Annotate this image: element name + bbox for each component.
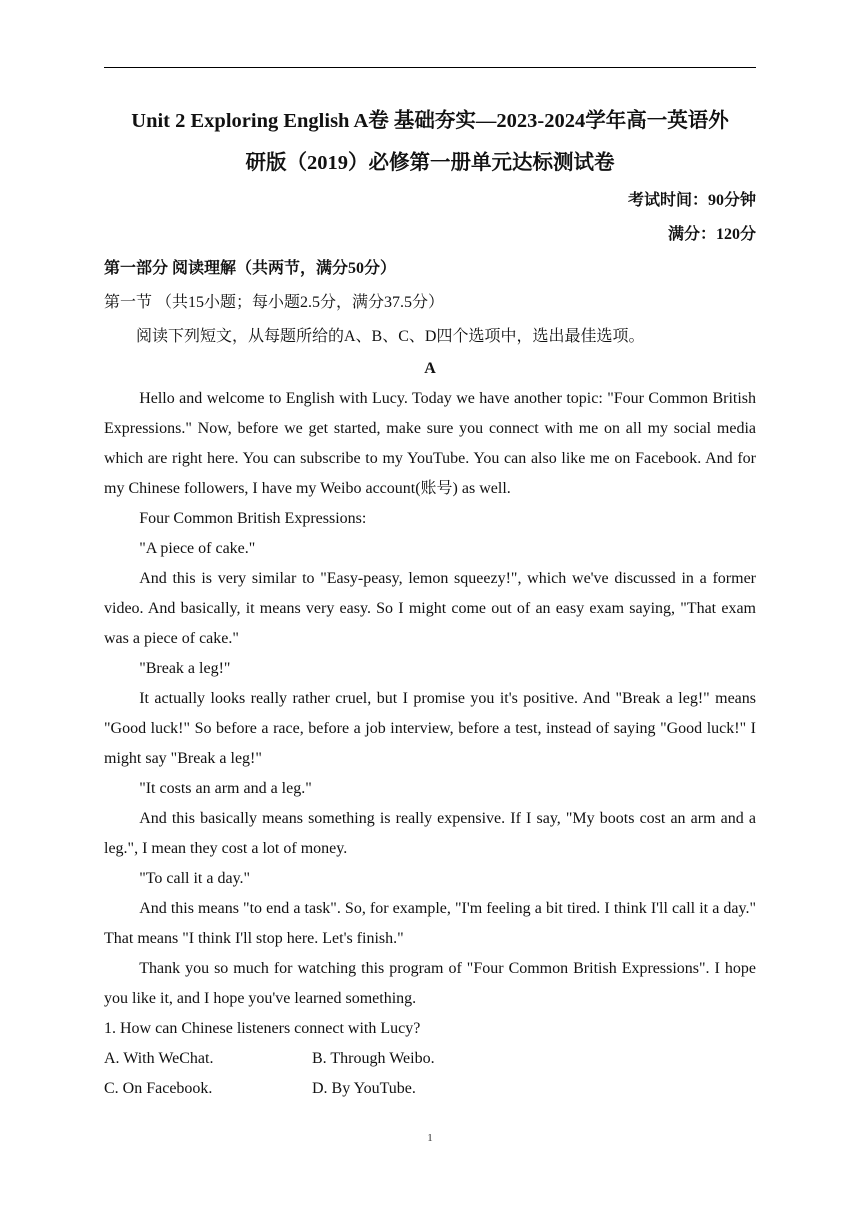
part-heading: 第一部分 阅读理解（共两节，满分50分） (104, 260, 397, 277)
option-d: D. By YouTube. (312, 1080, 416, 1097)
option-b: B. Through Weibo. (312, 1050, 435, 1067)
paragraph: "A piece of cake." (139, 540, 256, 557)
paragraph: And this means "to end a task". So, for example, "I'm feeling a bit tired. I think I'll call it a day." That means "I think I'll stop here. Let's finish." (104, 900, 756, 947)
paragraph: Four Common British Expressions: (139, 510, 367, 527)
question-1-stem: 1. How can Chinese listeners connect with Lucy? (104, 1020, 421, 1037)
paragraph: It actually looks really rather cruel, but I promise you it's positive. And "Break a leg!" means "Good luck!" So before a race, before a job interview, before a test, instead of saying "Good luck!" I might say "Break a leg!" (104, 690, 756, 767)
title-line-2: 研版（2019）必修第一册单元达标测试卷 (245, 152, 615, 174)
paragraph: Hello and welcome to English with Lucy. Today we have another topic: "Four Common British Expressions." Now, before we get started, make sure you connect with me on all my social media which are right here. You can subscribe to my YouTube. You can also like me on Facebook. And for my Chinese followers, I have my Weibo account(账号) as well. (104, 390, 756, 497)
paragraph: "To call it a day." (139, 870, 251, 887)
question-1-options (104, 1044, 756, 1104)
document-content (104, 100, 756, 1104)
document-title (104, 100, 756, 184)
passage-label: A (424, 360, 436, 377)
option-a: A. With WeChat. (104, 1050, 214, 1067)
paragraph: And this basically means something is really expensive. If I say, "My boots cost an arm and a leg.", I mean they cost a lot of money. (104, 810, 756, 857)
page-number: 1 (427, 1132, 433, 1144)
instruction-text: 阅读下列短文，从每题所给的A、B、C、D四个选项中，选出最佳选项。 (136, 328, 645, 345)
title-line-1: Unit 2 Exploring English A卷 基础夯实—2023-2024学年高一英语外 (131, 110, 729, 132)
full-score: 满分：120分 (667, 226, 756, 243)
paragraph: "Break a leg!" (139, 660, 231, 677)
paragraph: Thank you so much for watching this program of "Four Common British Expressions". I hope you like it, and I hope you've learned something. (104, 960, 756, 1007)
header-rule (104, 67, 756, 68)
paragraph: And this is very similar to "Easy-peasy, lemon squeezy!", which we've discussed in a former video. And basically, it means very easy. So I might come out of an easy exam saying, "That exam was a piece of cake." (104, 570, 756, 647)
exam-time: 考试时间：90分钟 (627, 192, 756, 209)
option-c: C. On Facebook. (104, 1080, 213, 1097)
paragraph: "It costs an arm and a leg." (139, 780, 312, 797)
section-heading: 第一节 （共15小题；每小题2.5分，满分37.5分） (104, 294, 445, 311)
